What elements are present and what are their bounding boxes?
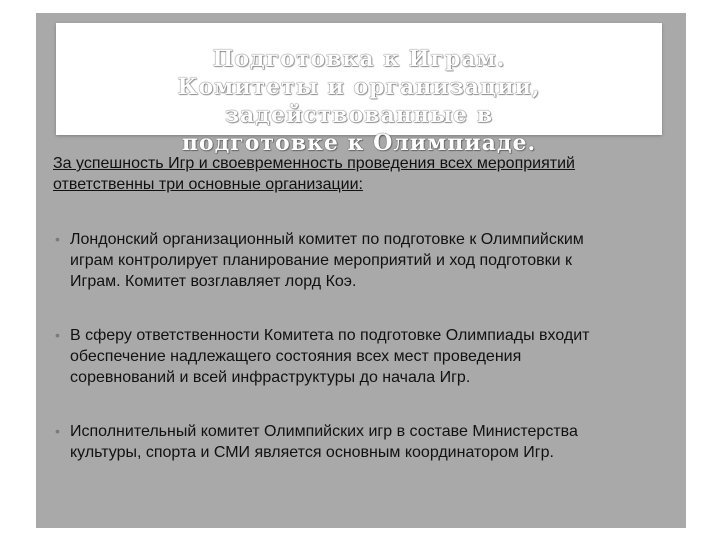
bullet-item-2 — [53, 325, 590, 388]
bullet-icon: • — [55, 327, 60, 343]
title-box — [56, 23, 662, 156]
bullet-icon: • — [55, 423, 60, 439]
intro-line-2: ответственны три основные организации: — [53, 176, 363, 193]
bullet-2-line-1: В сферу ответственности Комитета по подготовке Олимпиады входит — [70, 327, 590, 344]
bullet-2-line-3: соревнований и всей инфраструктуры до начала Игр. — [70, 369, 471, 386]
title-line-1: Подготовка к Играм. — [212, 46, 506, 72]
title-line-3: подготовке к Олимпиаде. — [181, 130, 537, 156]
title-line-2: Комитеты и организации, задействованные в — [177, 74, 541, 128]
bullet-2-line-2: обеспечение надлежащего состояния всех мест проведения — [70, 348, 522, 365]
bullet-item-1 — [53, 229, 584, 292]
intro-line-1: За успешность Игр и своевременность проведения всех мероприятий — [53, 155, 575, 172]
bullet-3-line-1: Исполнительный комитет Олимпийских игр в составе Министерства — [70, 423, 578, 440]
slide — [36, 13, 686, 528]
bullet-icon: • — [55, 231, 60, 247]
bullet-1-line-2: играм контролирует планирование мероприятий и ход подготовки к — [70, 252, 573, 269]
bullet-1-line-3: Играм. Комитет возглавляет лорд Коэ. — [70, 273, 357, 290]
intro-paragraph — [53, 153, 663, 195]
slide-title — [56, 45, 662, 157]
bullet-3-line-2: культуры, спорта и СМИ является основным координатором Игр. — [70, 444, 554, 461]
bullet-1-line-1: Лондонский организационный комитет по подготовке к Олимпийским — [70, 231, 584, 248]
bullet-item-3 — [53, 421, 578, 463]
